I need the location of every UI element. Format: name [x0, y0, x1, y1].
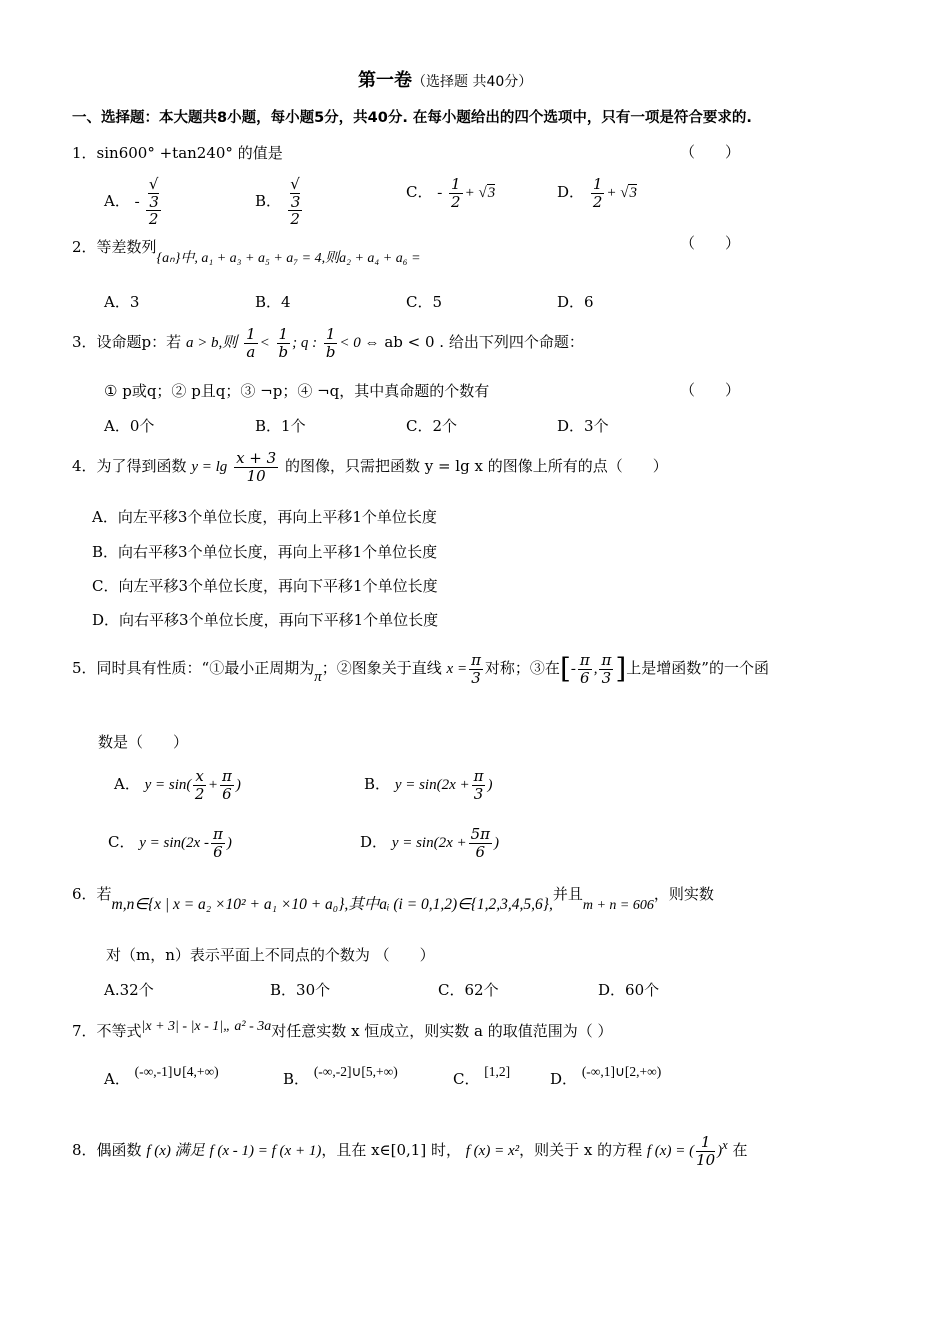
q4-option-b: B．向右平移3个单位长度，再向上平移1个单位长度: [92, 543, 438, 561]
q1-option-d-fraction: $\frac{1}{2}$: [592, 175, 603, 211]
q8-stem-end: 在: [732, 1141, 748, 1159]
q7-option-a-label: A．: [104, 1070, 130, 1088]
q6-expression: m,n∈{x | x = a₂ ×10² + a₁ ×10 + a₀},其中aᵢ (i = 0,1,2)∈{1,2,3,4,5,6},: [111, 896, 553, 913]
q4-stem: 4．为了得到函数 y = lg $\frac{x + 3}{10}$ 的图像，只需把函数 y = lg x 的图像上所有的点（ ）: [72, 449, 668, 485]
q5-option-d: D． y = sin(2x + $\frac{5\pi}{6}$ ): [360, 825, 500, 861]
q6-option-a: A.32个: [104, 981, 154, 999]
q8-stem-c: ，则关于 x 的方程: [519, 1141, 643, 1159]
q4-option-c: C．向左平移3个单位长度，再向下平移1个单位长度: [92, 577, 438, 595]
q1-option-d-label: D．: [557, 183, 585, 201]
q1-option-c-fraction: $\frac{1}{2}$: [451, 175, 461, 211]
q7-option-b-label: B．: [283, 1070, 310, 1088]
q4-stem-end: 的图像，只需把函数 y = lg x 的图像上所有的点（ ）: [284, 457, 668, 475]
q1-option-b-label: B．: [255, 191, 282, 210]
q7-option-d-label: D．: [550, 1070, 578, 1088]
q7-stem: [72, 1019, 613, 1042]
q5-option-b: B． y = sin(2x + $\frac{\pi}{3}$ ): [364, 767, 493, 803]
q5-option-d-label: D．: [360, 833, 388, 851]
q3-line2: ① p或q；② p且q；③ ¬p；④ ¬q，其中真命题的个数有: [104, 382, 490, 400]
q1-option-c-label: C．: [406, 183, 433, 201]
q8-stem-a: f (x) 满足: [146, 1143, 205, 1159]
q3-option-d: D．3个: [557, 417, 609, 435]
q8-equation-2: f (x) = x²: [465, 1143, 520, 1159]
section-heading: 一、选择题：本大题共8小题，每小题5分，共40分. 在每小题给出的四个选项中，只有一项是符合要求的.: [72, 110, 752, 126]
q6-option-d: D．60个: [598, 981, 660, 999]
q2-stem: [72, 238, 421, 266]
q7-option-d-value: (-∞,1]∪[2,+∞): [581, 1064, 662, 1079]
q7-option-c-label: C．: [453, 1070, 480, 1088]
q2-expression: {aₙ}中, a₁ + a₃ + a₅ + a₇ = 4,则a₂ + a₄ + a₆ =: [156, 251, 421, 266]
q1-option-b-fraction: √ 3 2: [288, 176, 303, 228]
q3-stem: 3．设命题p：若 a > b,则 $\frac{1}{a}$ < $\frac{1}{b}$ ; q : $\frac{1}{b}$ < 0 ⇔ ab < 0 . 给出下列四个命题：: [72, 325, 584, 361]
q3-stem-start: 3．设命题p：若: [72, 333, 182, 351]
q6-line2: 对（m，n）表示平面上不同点的个数为 （ ）: [106, 946, 435, 964]
q5-option-c-label: C．: [108, 833, 135, 851]
q2-option-d: D．6: [557, 293, 594, 311]
q6-option-c: C．62个: [438, 981, 499, 999]
q5-option-a-label: A．: [114, 775, 140, 793]
q2-option-b: B．4: [255, 293, 291, 311]
q1-option-d: D． $\frac{1}{2}$ + √3: [557, 175, 637, 211]
q1-answer-bracket: （ ）: [680, 144, 741, 161]
q7-stem-start: 7．不等式: [72, 1022, 142, 1040]
q3-option-a: A．0个: [104, 417, 155, 435]
q7-stem-end: 对任意实数 x 恒成立，则实数 a 的取值范围为（ ）: [271, 1022, 613, 1040]
q5-stem-mid2: 对称；③在: [484, 659, 560, 677]
q4-option-a: A．向左平移3个单位长度，再向上平移1个单位长度: [92, 508, 437, 526]
q6-option-b: B．30个: [270, 981, 331, 999]
q2-option-a: A．3: [104, 293, 140, 311]
q6-condition: m + n = 606: [582, 898, 654, 913]
q1-option-a-label: A．: [104, 191, 130, 210]
q8-stem-b: ，且在 x∈[0,1] 时，: [321, 1141, 461, 1159]
q5-stem-end: 上是增函数”的一个函: [626, 659, 769, 677]
q7-option-b-value: (-∞,-2]∪[5,+∞): [313, 1064, 398, 1079]
q5-option-a: A． y = sin( $\frac{x}{2}$ + $\frac{\pi}{6}$ ): [114, 767, 241, 803]
q7-option-a-value: (-∞,-1]∪[4,+∞): [134, 1064, 219, 1079]
q8-equation: f (x - 1) = f (x + 1): [209, 1143, 322, 1159]
q7-expression: |x + 3| - |x - 1|„ a² - 3a: [141, 1019, 272, 1034]
q5-stem: 5．同时具有性质：“①最小正周期为π；②图象关于直线 x = $\frac{\pi}{3}$ 对称；③在[- $\frac{\pi}{6}$ , $\frac{\pi}{3}$ ]上是增函数”的一个函: [72, 651, 769, 687]
q2-answer-bracket: （ ）: [680, 235, 741, 252]
q6-stem-mid: 并且: [552, 885, 583, 903]
q5-stem-mid: ；②图象关于直线: [321, 659, 442, 677]
q1-stem: 1．sin600° +tan240° 的值是: [72, 144, 283, 162]
q1-option-a-fraction: √ 3 2: [146, 176, 161, 228]
q5-line2: 数是（ ）: [98, 733, 189, 751]
q7-option-d: [550, 1064, 662, 1088]
q6-stem-end: ，则实数: [653, 885, 714, 903]
q8-stem-start: 8．偶函数: [72, 1141, 142, 1159]
q3-option-b: B．1个: [255, 417, 306, 435]
q6-stem-start: 6．若: [72, 885, 112, 903]
page-title: [358, 70, 532, 92]
q3-answer-bracket: （ ）: [680, 382, 741, 399]
q2-option-c: C．5: [406, 293, 443, 311]
q3-option-c: C．2个: [406, 417, 458, 435]
q6-stem: [72, 885, 714, 913]
q5-option-c: C． y = sin(2x - $\frac{\pi}{6}$ ): [108, 825, 232, 861]
q4-stem-start: 4．为了得到函数: [72, 457, 187, 475]
q3-condition: a > b,则: [185, 335, 238, 351]
q2-stem-text: 2．等差数列: [72, 238, 157, 256]
q8-stem: 8．偶函数 f (x) 满足 f (x - 1) = f (x + 1)，且在 x∈[0,1] 时， f (x) = x²，则关于 x 的方程 f (x) = ( $\frac{1}{10}$ )$^x$ 在: [72, 1133, 748, 1169]
title-note: （选择题 共40分）: [412, 74, 533, 90]
q7-option-c-value: [1,2]: [484, 1064, 511, 1079]
q7-option-a: [104, 1064, 219, 1088]
q7-option-c: [453, 1064, 511, 1088]
q3-stem-after: ab < 0 . 给出下列四个命题：: [384, 333, 584, 351]
q1-option-b: [255, 176, 304, 228]
q1-option-a: A． - √ 3 2: [104, 175, 159, 228]
q5-option-b-label: B．: [364, 775, 391, 793]
title-main: 第一卷: [358, 70, 412, 91]
q7-option-b: [283, 1064, 398, 1088]
q1-option-c: C． - $\frac{1}{2}$ + √3: [406, 175, 496, 211]
q4-option-d: D．向右平移3个单位长度，再向下平移1个单位长度: [92, 611, 439, 629]
q5-stem-start: 5．同时具有性质：“①最小正周期为: [72, 659, 315, 677]
q4-fraction: $\frac{x + 3}{10}$: [236, 449, 277, 485]
